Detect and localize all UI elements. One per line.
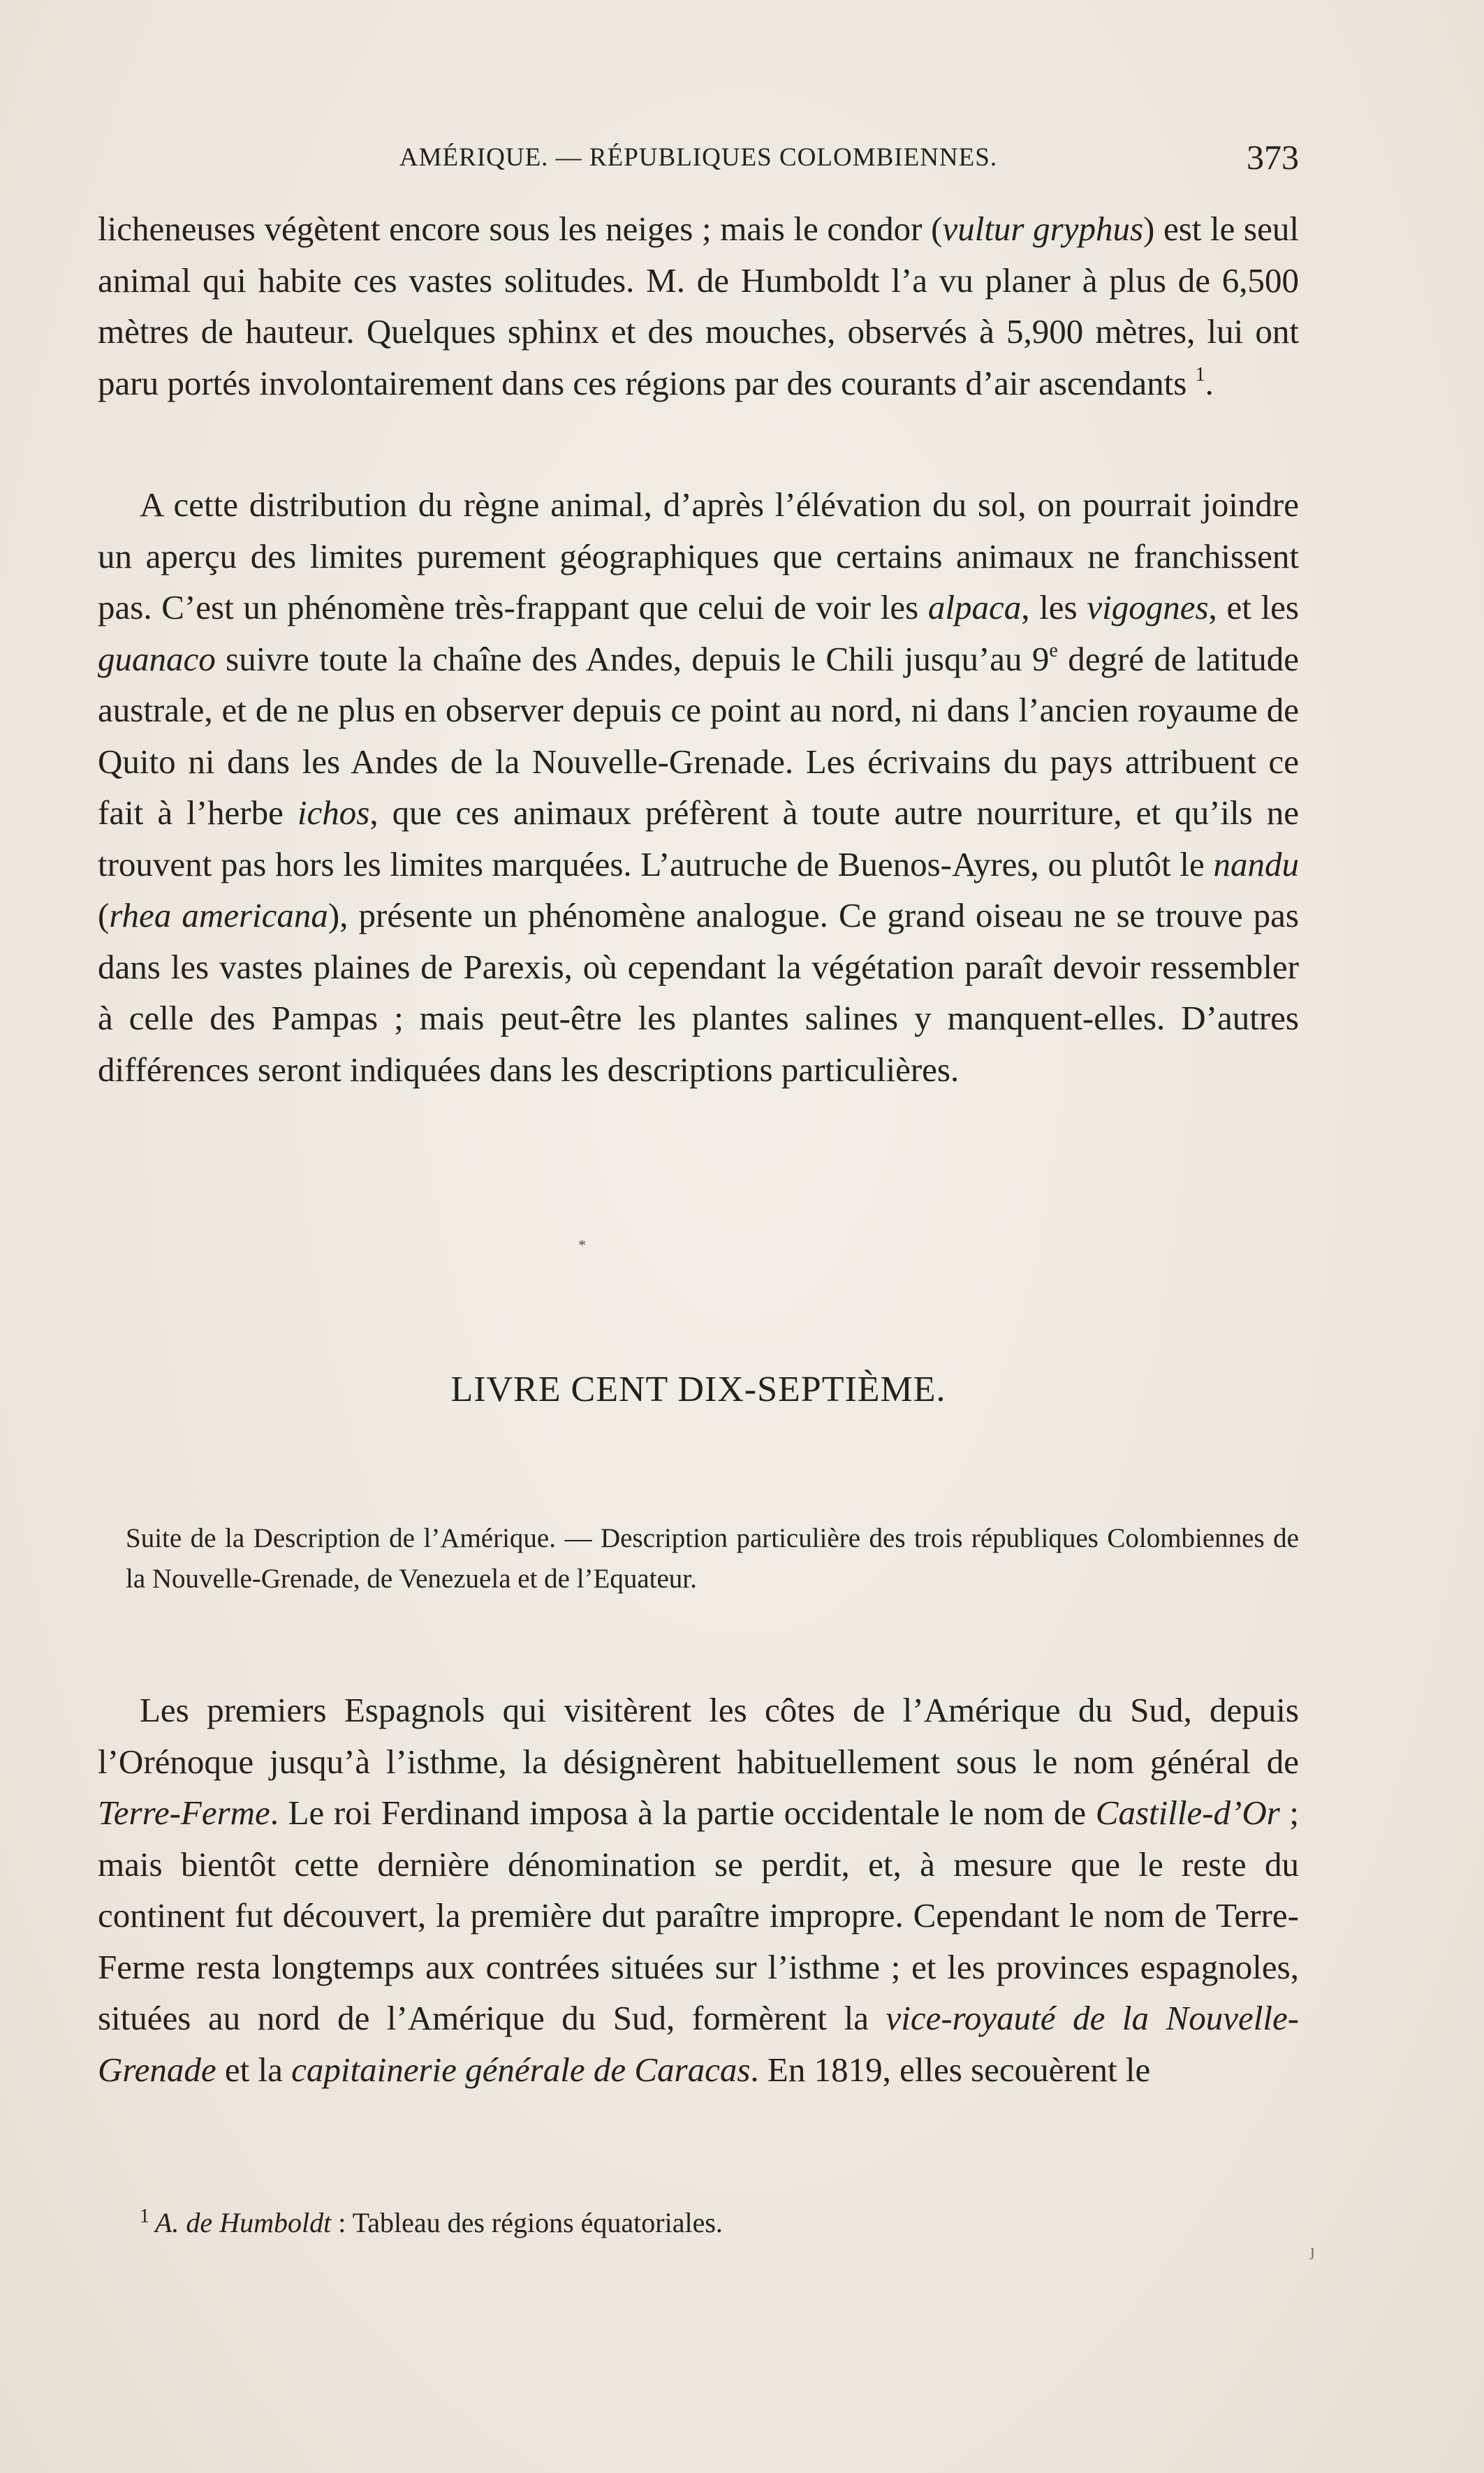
running-head — [98, 137, 1299, 179]
text-run: , les — [1021, 588, 1087, 626]
paragraph-animal-limits — [98, 479, 1299, 1095]
paragraph-terre-ferme — [98, 1685, 1299, 2095]
running-head-title: AMÉRIQUE. — RÉPUBLIQUES COLOMBIENNES. — [399, 143, 998, 172]
footnote-author: A. de Humboldt — [155, 2207, 332, 2238]
ornament-mark: * — [578, 1236, 586, 1254]
footnote-mark: 1 — [140, 2206, 149, 2227]
paragraph-3-text — [98, 1685, 1299, 2095]
text-run: ; mais bientôt cette dernière dénomination se perdit, et, à mesure que le reste du continent fut découvert, la première dut paraître impropre. Cependant le nom de Terre-Ferme resta longtemps aux contrées situées sur l’isthme ; et les provinces espagnoles, situées au nord de l’Amérique du Sud, formèrent la — [98, 1793, 1300, 2037]
text-run: ( — [98, 896, 110, 934]
text-run: A cette distribution du règne animal, d’après l’élévation du sol, on pourrait joindre un aperçu des limites purement géographiques que certains animaux ne franchissent pas. C’est un phénomène très-frappant que celui de voir les — [98, 485, 1299, 626]
paragraph-condor — [98, 203, 1299, 409]
italic-term-capitainerie: capitainerie générale de Caracas — [291, 2050, 751, 2089]
text-run: suivre toute la chaîne des Andes, depuis le Chili jusqu’au 9 — [215, 639, 1050, 678]
footnote-text: : Tableau des régions équatoriales. — [331, 2207, 723, 2238]
footnote-reference[interactable]: 1 — [1195, 363, 1205, 386]
text-run: . — [1205, 363, 1214, 402]
ordinal-superscript: e — [1049, 639, 1058, 661]
italic-term-terre-ferme: Terre-Ferme — [98, 1793, 270, 1832]
text-run: , et les — [1208, 588, 1299, 626]
italic-term-rhea-americana: rhea americana — [109, 896, 328, 934]
italic-term-alpaca: alpaca — [927, 588, 1022, 626]
text-run: Les premiers Espagnols qui visitèrent les côtes de l’Amérique du Sud, depuis l’Orénoque jusqu’à l’isthme, la désignèrent habituellement sous le nom général de — [98, 1691, 1299, 1781]
chapter-summary: Suite de la Description de l’Amérique. — Description particulière des trois républiques Colombiennes de la Nouvelle-Grenade, de Venezuela et de l’Equateur. — [126, 1523, 1299, 1594]
text-run: ), présente un phénomène analogue. Ce grand oiseau ne se trouve pas dans les vastes plaines de Parexis, où cependant la végétation paraît devoir ressembler à celle des Pampas ; mais peut-être les plantes salines y manquent-elles. D’autres différences seront indiquées dans les descriptions particulières. — [98, 896, 1299, 1089]
text-run: . En 1819, elles secouèrent le — [750, 2050, 1151, 2089]
italic-term-guanaco: guanaco — [98, 639, 216, 678]
italic-term-ichos: ichos — [297, 793, 370, 832]
italic-term-vice-royaute: vice-royauté de la Nouvelle-Grenade — [98, 1999, 1300, 2089]
text-run: ) est le seul animal qui habite ces vastes solitudes. M. de Humboldt l’a vu planer à plus de 6,500 mètres de hauteur. Quelques sphinx et des mouches, observés à 5,900 mètres, lui ont paru portés involontairement dans ces régions par des courants d’air ascendants — [98, 210, 1299, 402]
margin-mark: ȷ — [1310, 2242, 1315, 2260]
text-run: licheneuses végètent encore sous les neiges ; mais le condor ( — [98, 210, 943, 248]
text-run: , que ces animaux préfèrent à toute autre nourriture, et qu’ils ne trouvent pas hors les limites marquées. L’autruche de Buenos-Ayres, ou plutôt le — [98, 793, 1299, 883]
text-run: et la — [216, 2050, 292, 2089]
footnote — [140, 2196, 1285, 2244]
text-run: . Le roi Ferdinand imposa à la partie occidentale le nom de — [270, 1793, 1096, 1832]
paragraph-2-text — [98, 479, 1299, 1095]
text-run: degré de latitude australe, et de ne plus en observer depuis ce point au nord, ni dans l’ancien royaume de Quito ni dans les Andes de la Nouvelle-Grenade. Les écrivains du pays attribuent ce fait à l’herbe — [98, 639, 1299, 832]
italic-term-vigognes: vigognes — [1087, 588, 1209, 626]
italic-term-castille-d-or: Castille-d’Or — [1095, 1793, 1280, 1832]
italic-term-vultur-gryphus: vultur gryphus — [942, 210, 1144, 248]
italic-term-nandu: nandu — [1213, 844, 1299, 883]
paragraph-1-text — [98, 203, 1299, 409]
book-title: LIVRE CENT DIX-SEPTIÈME. — [450, 1370, 946, 1409]
page-number: 373 — [1247, 138, 1299, 177]
